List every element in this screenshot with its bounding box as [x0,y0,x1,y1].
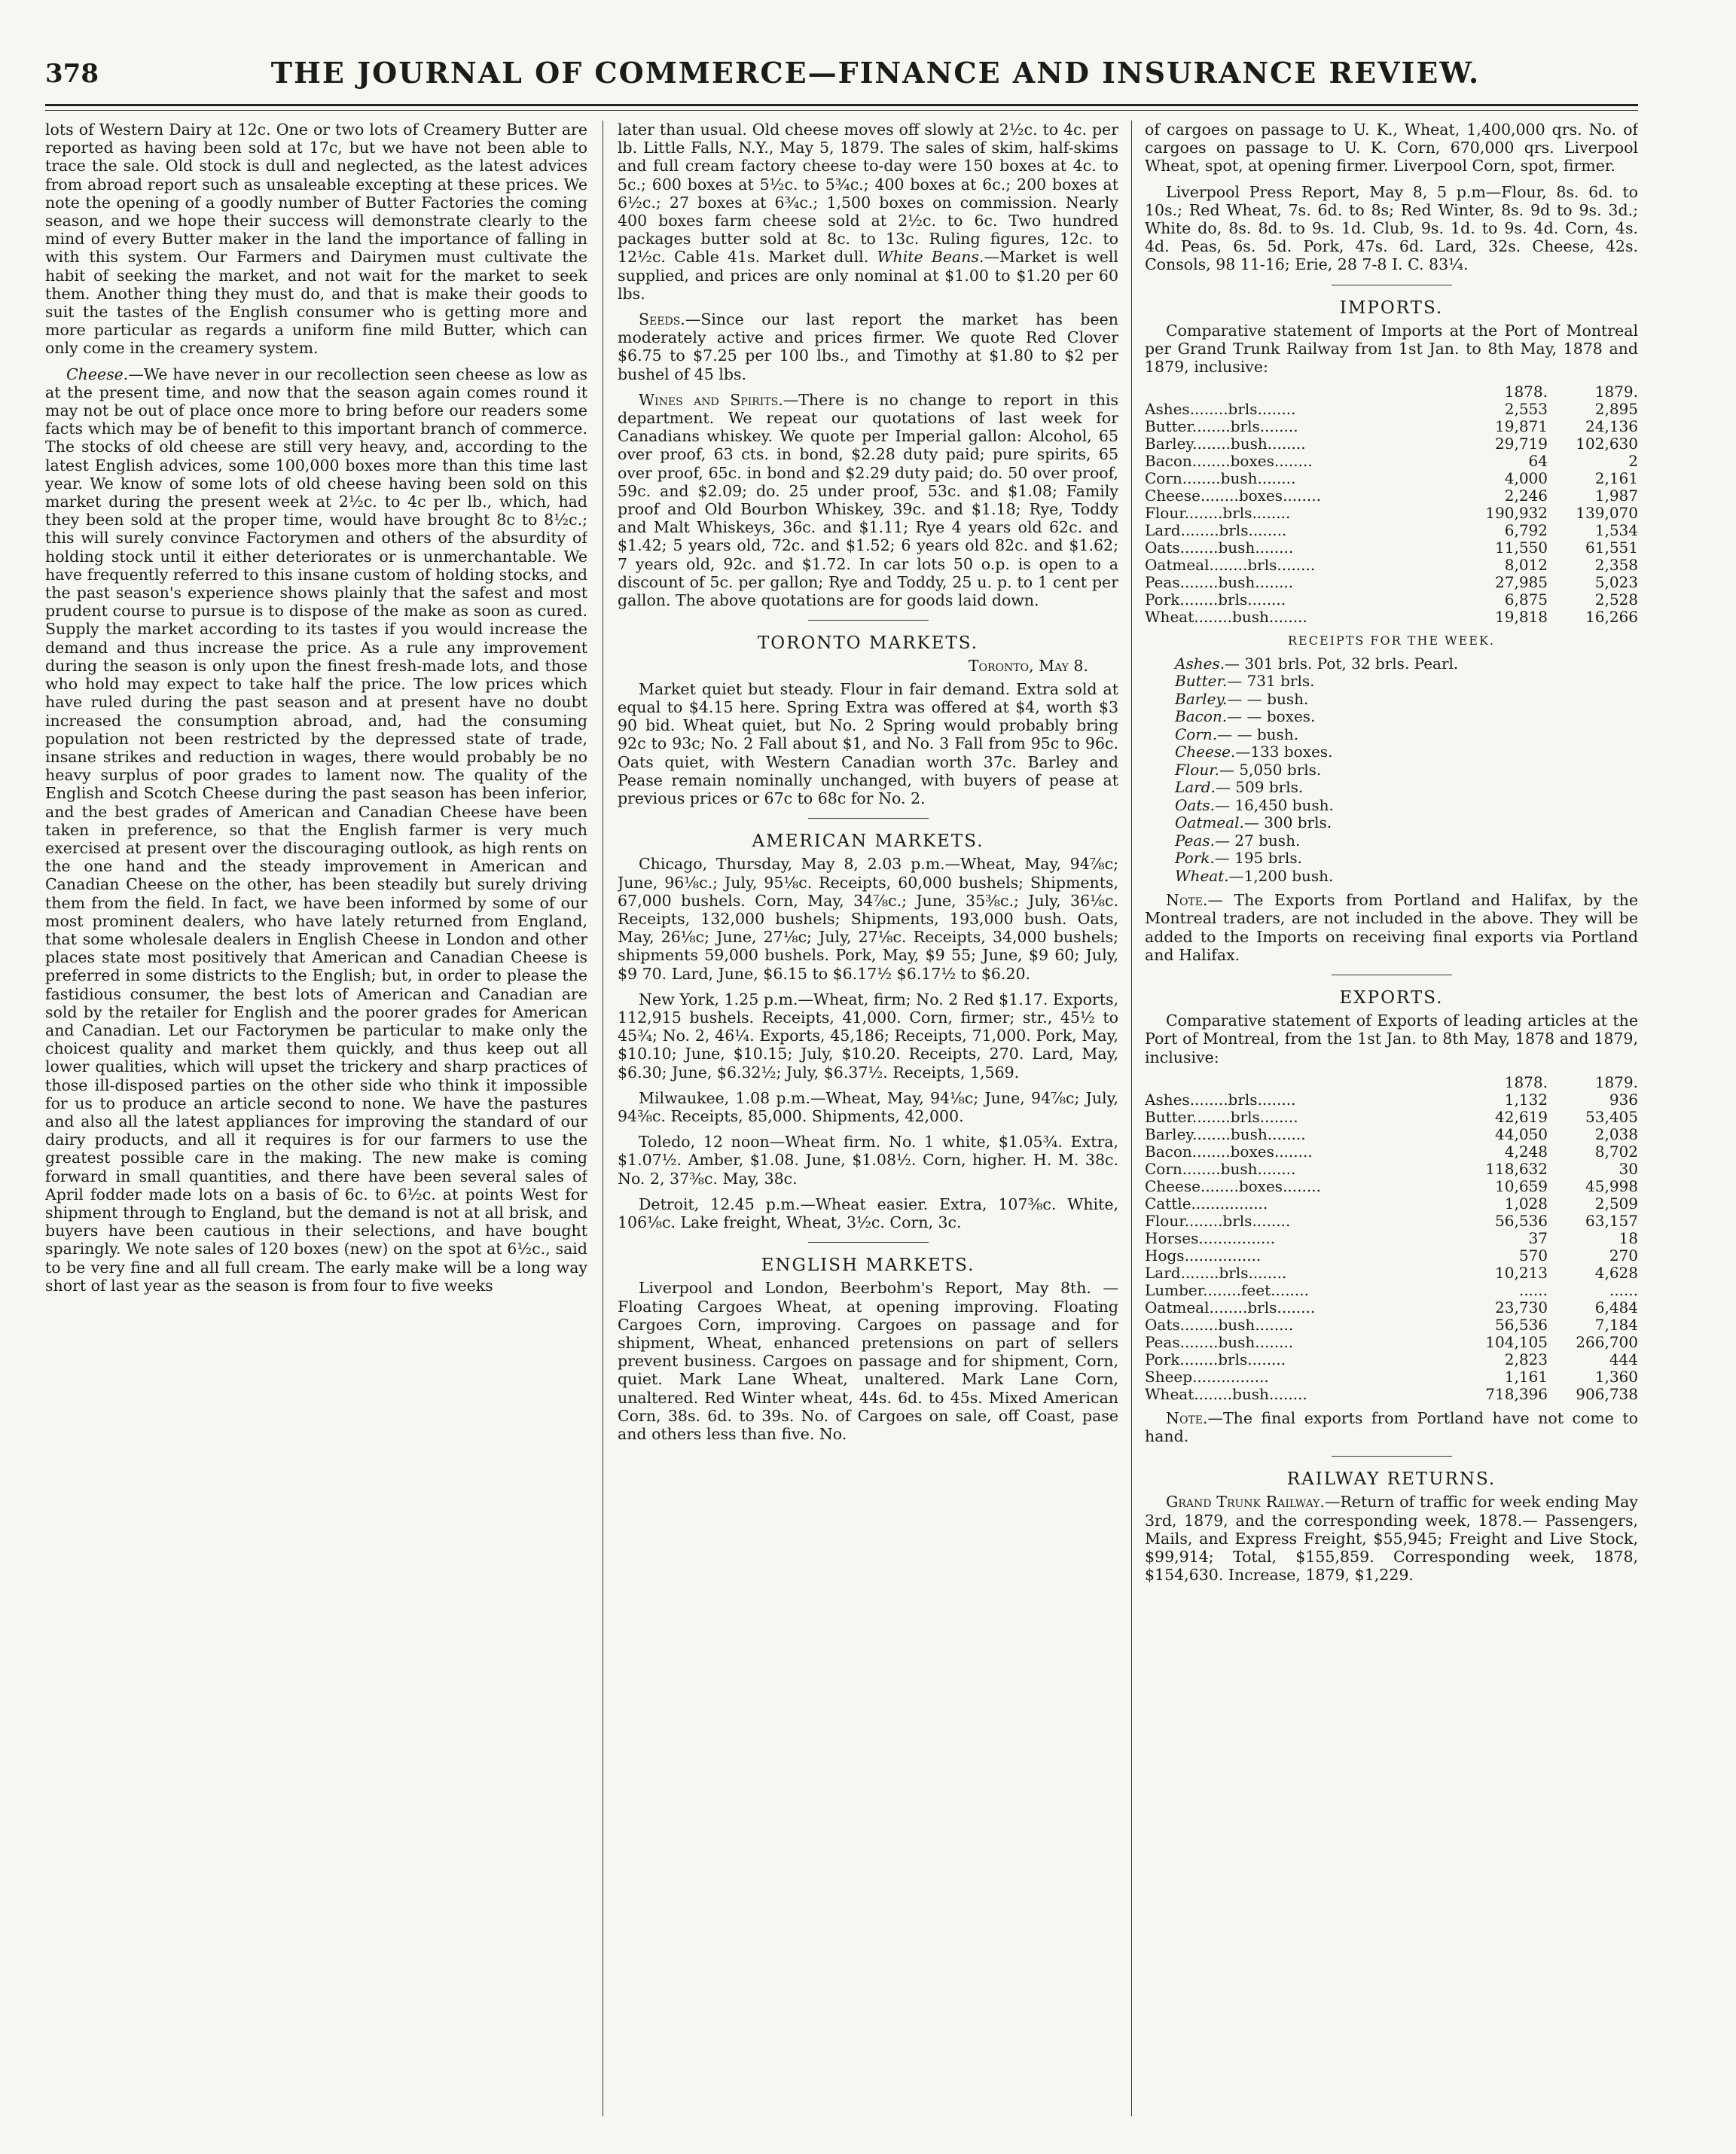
value-1879: 444 [1609,1350,1638,1368]
section-rule [1332,1456,1452,1457]
receipt-line: Wheat.—1,200 bush. [1175,866,1334,885]
wines-label: Wines and Spirits. [639,390,783,409]
header-rule-thin [45,110,1638,111]
table-row [1145,1247,1638,1265]
white-beans-text: —Market is well supplied, and prices are only nominal at $1.00 to $1.20 per 60 lbs. [618,248,1118,303]
value-1879: 2,038 [1594,1124,1638,1143]
value-1878: 10,213 [1495,1263,1548,1282]
article-cell: Barley........bush........ [1145,1124,1306,1143]
value-1879: 102,630 [1576,435,1638,453]
value-1878: ...... [1518,1280,1548,1299]
article-cell: Lard........brls........ [1145,521,1287,540]
value-1878: 2,246 [1504,487,1548,505]
journal-title: THE JOURNAL OF COMMERCE—FINANCE AND INSURANCE REVIEW. [270,56,1481,90]
article-cell: Lard........brls........ [1145,1263,1287,1282]
value-1878: 11,550 [1495,538,1548,557]
column-1 [45,121,587,2124]
receipt-line: Peas.— 27 bush. [1175,831,1301,850]
value-1878: 1,161 [1504,1367,1548,1386]
receipt-line: Flour.— 5,050 brls. [1175,760,1322,779]
value-1878: 56,536 [1495,1315,1548,1334]
imports-year-1878: 1878. [1504,383,1548,401]
seeds-label: Seeds. [639,310,685,329]
exports-year-1879: 1879. [1594,1072,1638,1091]
newspaper-page [45,45,1638,2131]
wines-text: —There is no change to report in this department. We repeat our quotations of last week for Canadians whiskey. We quote per Imperial gallon: Alcohol, 65 over proof, 63 cts. in bond, $2.28 duty paid; pure spirits, 65 over proof, 65c. in bond and $2.29 duty paid; do. 50 over proof, 59c. and $2.09; do. 25 under proof, 53c. and $1.08; Family proof and Old Bourbon Whiskey, 39c. and $1.18; Rye, Toddy and Malt Whiskeys, 36c. and $1.11; Rye 4 years old 62c. and $1.42; 5 years old, 72c. and $1.52; 6 years old 82c. and $1.62; 7 years old, 92c. and $1.72. In car lots 50 o.p. is open to a discount of 5c. per gallon; Rye and Toddy, 25 u. p. to 1 cent per gallon. The above quotations are for goods laid down. [618,390,1118,610]
value-1878: 2,823 [1504,1350,1548,1368]
table-row [1145,1386,1638,1403]
exports-heading: EXPORTS. [1339,987,1444,1008]
article-cell: Oats........bush........ [1145,1315,1294,1334]
exports-note-label: Note. [1166,1408,1208,1427]
table-row [1145,1178,1638,1195]
column-3 [1145,121,1638,2124]
value-1879: 139,070 [1576,504,1638,523]
value-1878: 37 [1528,1228,1548,1247]
receipt-line: Oats.— 16,450 bush. [1175,795,1334,814]
table-row [1145,453,1638,470]
wines-paragraph [618,391,1118,609]
value-1878: 570 [1518,1246,1548,1265]
imports-note: Note.— The Exports from Portland and Halifax, by the Montreal traders, are not included in the above. They will be added to the Imports on receiving final exports via Portland and Halifax. [1145,891,1638,964]
exports-header-row [1145,1074,1638,1091]
article-cell: Butter........brls........ [1145,1107,1298,1126]
receipt-line: Oatmeal.— 300 brls. [1175,813,1332,832]
table-row [1145,1091,1638,1109]
value-1879: 8,702 [1594,1142,1638,1161]
table-row [1145,522,1638,539]
railway-label: Grand Trunk Railway. [1166,1493,1325,1512]
value-1879: 61,551 [1585,538,1638,557]
value-1879: 2,895 [1594,400,1638,419]
english-heading: ENGLISH MARKETS. [761,1255,975,1276]
article-cell: Pork........brls........ [1145,590,1286,609]
column-divider-2 [1131,121,1132,2116]
value-1878: 4,000 [1504,469,1548,488]
english-paragraph: Liverpool and London, Beerbohm's Report, May 8th. — Floating Cargoes Wheat, at opening improving. Floating Cargoes Corn, improving. Cargoes on passage and for shipment, Wheat, enhanced pretensions on part of sellers prevent business. Cargoes on passage and for shipment, Corn, quiet. Mark Lane Wheat, unaltered. Mark Lane Corn, unaltered. Red Winter wheat, 44s. 6d. to 45s. Mixed American Corn, 38s. 6d. to 39s. No. of Cargoes on sale, off Coast, pase and others less than five. No. [618,1279,1118,1443]
value-1879: 18 [1619,1228,1638,1247]
value-1878: 8,012 [1504,556,1548,575]
receipt-line: Ashes.— 301 brls. Pot, 32 brls. Pearl. [1175,654,1459,673]
article-cell: Cattle................ [1145,1194,1268,1213]
value-1878: 718,396 [1485,1384,1548,1403]
value-1878: 1,132 [1504,1090,1548,1109]
value-1879: 6,484 [1594,1298,1638,1317]
railway-heading: RAILWAY RETURNS. [1286,1469,1496,1490]
value-1879: 270 [1609,1246,1638,1265]
article-cell: Wheat........bush........ [1145,608,1307,627]
receipt-line: Butter.— 731 brls. [1175,672,1315,691]
imports-note-label: Note. [1166,891,1208,910]
article-cell: Oatmeal........brls........ [1145,1298,1316,1317]
article-cell: Bacon........boxes........ [1145,1142,1313,1161]
article-cell: Cheese........boxes........ [1145,487,1321,505]
value-1879: 7,184 [1594,1315,1638,1334]
butter-paragraph: lots of Western Dairy at 12c. One or two lots of Creamery Butter are reported as having been sold at 17c, but we have not been able to trace the sale. Old stock is dull and neglected, as the latest advices from abroad report such as unsaleable excepting at these prices. We note the opening of a goodly number of Butter Factories the coming season, and we hope their success will demonstrate clearly to the mind of every Butter maker in the land the importance of falling in with this system. Our Farmers and Dairymen must cultivate the habit of seeking the market, and not wait for the market to seek them. Another thing they must do, and that is make their goods to suit the tastes of the English consumer who is getting more and more particular as regards a uniform fine mild Butter, which can only come in the creamery system. [45,121,587,358]
article-cell: Lumber........feet........ [1145,1280,1309,1299]
american-heading: AMERICAN MARKETS. [752,831,984,852]
table-row [1145,487,1638,505]
article-cell: Oatmeal........brls........ [1145,556,1316,575]
table-row [1145,401,1638,418]
value-1878: 56,536 [1495,1211,1548,1230]
value-1878: 6,875 [1504,590,1548,609]
receipt-line: Bacon.— — boxes. [1175,707,1316,726]
value-1878: 118,632 [1485,1159,1548,1178]
page-header [45,45,1638,98]
value-1879: 45,998 [1585,1176,1638,1195]
article-cell: Corn........bush........ [1145,1159,1296,1178]
article-cell: Peas........bush........ [1145,573,1294,592]
value-1879: 2,528 [1594,590,1638,609]
value-1878: 44,050 [1495,1124,1548,1143]
value-1879: 266,700 [1576,1332,1638,1351]
article-cell: Hogs................ [1145,1246,1262,1265]
value-1879: 1,987 [1594,487,1638,505]
exports-year-1878: 1878. [1504,1072,1548,1091]
article-cell: Wheat........bush........ [1145,1384,1307,1403]
section-rule [808,620,929,621]
article-cell: Ashes........brls........ [1145,400,1296,419]
toronto-heading: TORONTO MARKETS. [757,633,979,654]
toronto-paragraph: Market quiet but steady. Flour in fair demand. Extra sold at equal to $4.15 here. Spring Extra was offered at $4, worth $3 90 bid. Wheat quiet, but No. 2 Spring would probably bring 92c to 93c; No. 2 Fall about $1, and No. 3 Fall from 95c to 96c. Oats quiet, with Western Canadian worth 37c. Barley and Pease remain nominally unchanged, with buyers of pease at previous prices or 67c to 68c for No. 2. [618,679,1118,807]
white-beans-label: White Beans. [877,248,984,267]
value-1879: 24,136 [1585,417,1638,436]
value-1879: 2,161 [1594,469,1638,488]
exports-note: Note.—The final exports from Portland have not come to hand. [1145,1408,1638,1445]
seeds-paragraph [618,310,1118,383]
table-row [1145,1351,1638,1368]
table-row [1145,435,1638,453]
value-1878: 10,659 [1495,1176,1548,1195]
value-1879: 1,534 [1594,521,1638,540]
table-row [1145,609,1638,626]
value-1879: 1,360 [1594,1367,1638,1386]
section-rule [808,1242,929,1243]
article-cell: Bacon........boxes........ [1145,452,1313,471]
value-1878: 104,105 [1485,1332,1548,1351]
header-rule [45,104,1638,106]
imports-table [1145,383,1638,626]
liverpool-press-paragraph: Liverpool Press Report, May 8, 5 p.m—Flour, 8s. 6d. to 10s.; Red Wheat, 7s. 6d. to 8s; Red Winter, 8s. 9d to 9s. 3d.; White do, 8s. 8d. to 9s. 1d. Club, 9s. 1d. to 9s. 4d. Corn, 4s. 4d. Peas, 6s. 5d. Pork, 47s. 6d. Lard, 32s. Cheese, 42s. Consols, 98 11-16; Erie, 28 7-8 I. C. 83¼. [1145,182,1638,274]
table-row [1145,574,1638,591]
article-cell: Barley........bush........ [1145,435,1306,453]
value-1878: 29,719 [1495,435,1548,453]
value-1879: 2,509 [1594,1194,1638,1213]
page-number: 378 [45,59,99,89]
value-1878: 2,553 [1504,400,1548,419]
value-1878: 42,619 [1495,1107,1548,1126]
table-row [1145,1317,1638,1334]
table-row [1145,1282,1638,1299]
receipts-heading: RECEIPTS FOR THE WEEK. [1287,633,1496,648]
railway-paragraph: Grand Trunk Railway.—Return of traffic for week ending May 3rd, 1879, and the corresponding week, 1878.— Passengers, Mails, and Express Freight, $55,945; Freight and Live Stock, $99,914; Total, $155,859. Corresponding week, 1878, $154,630. Increase, 1879, $1,229. [1145,1493,1638,1585]
article-cell: Horses................ [1145,1228,1276,1247]
article-cell: Butter........brls........ [1145,417,1298,436]
value-1878: 19,818 [1495,608,1548,627]
value-1879: 936 [1609,1090,1638,1109]
table-row [1145,1126,1638,1143]
value-1879: 906,738 [1576,1384,1638,1403]
value-1879: 2 [1628,452,1638,471]
value-1879: 4,628 [1594,1263,1638,1282]
value-1879: 63,157 [1585,1211,1638,1230]
table-row [1145,591,1638,609]
table-row [1145,1213,1638,1230]
article-cell: Cheese........boxes........ [1145,1176,1321,1195]
cheese-label: Cheese. [66,365,129,383]
table-row [1145,1143,1638,1161]
receipt-line: Barley.— — bush. [1175,689,1309,708]
cheese-paragraph [45,365,587,1295]
article-cell: Sheep................ [1145,1367,1269,1386]
toledo-paragraph: Toledo, 12 noon—Wheat firm. No. 1 white, $1.05¾. Extra, $1.07½. Amber, $1.08. June, $1.08½. Corn, higher. H. M. 38c. No. 2, 37⅜c. May, 38c. [618,1133,1118,1188]
imports-intro: Comparative statement of Imports at the Port of Montreal per Grand Trunk Railway from 1st Jan. to 8th May, 1878 and 1879, inclusive: [1145,321,1638,377]
value-1879: 2,358 [1594,556,1638,575]
detroit-paragraph: Detroit, 12.45 p.m.—Wheat easier. Extra, 107⅜c. White, 106⅛c. Lake freight, Wheat, 3½c. Corn, 3c. [618,1194,1118,1231]
table-row [1145,505,1638,522]
table-row [1145,539,1638,557]
milwaukee-paragraph: Milwaukee, 1.08 p.m.—Wheat, May, 94⅛c; June, 94⅞c; July, 94⅜c. Receipts, 85,000. Shipments, 42,000. [618,1088,1118,1125]
table-row [1145,1368,1638,1386]
seeds-text: —Since our last report the market has been moderately active and prices firmer. We quote Red Clover $6.75 to $7.25 per 100 lbs., and Timothy at $1.80 to $2 per bushel of 45 lbs. [618,310,1118,383]
table-row [1145,470,1638,487]
value-1879: 30 [1619,1159,1638,1178]
value-1878: 64 [1528,452,1548,471]
imports-year-1879: 1879. [1594,383,1638,401]
chicago-paragraph: Chicago, Thursday, May 8, 2.03 p.m.—Wheat, May, 94⅞c; June, 96⅛c.; July, 95⅛c. Receipts, 60,000 bushels; Shipments, 67,000 bushels. Corn, May, 34⅞c.; June, 35⅜c.; July, 36⅛c. Receipts, 132,000 bushels; Shipments, 193,000 bush. Oats, May, 26⅛c; June, 27⅛c; July, 27⅛c. Receipts, 34,000 bushels; shipments 59,000 bushels. Pork, May, $9 55; June, $9 60; July, $9 70. Lard, June, $6.15 to $6.17½ $6.17½ to $6.20. [618,855,1118,983]
table-row [1145,1109,1638,1126]
table-row [1145,1195,1638,1213]
receipt-line: Corn.— — bush. [1175,725,1299,743]
receipt-line: Cheese.—133 boxes. [1175,743,1333,761]
section-rule [808,818,929,819]
receipt-line: Pork.— 195 brls. [1175,849,1303,868]
value-1878: 27,985 [1495,573,1548,592]
table-row [1145,557,1638,574]
cheese-continued: later than usual. Old cheese moves off slowly at 2½c. to 4c. per lb. Little Falls, N.Y., May 5, 1879. The sales of skim, half-skims and full cream factory cheese to-day were 150 boxes at 4c. to 5c.; 600 boxes at 5½c. to 5¾c.; 400 boxes at 6c.; 200 boxes at 6½c.; 27 boxes at 6¾c.; 1,500 boxes on commission. Nearly 400 boxes farm cheese sold at 2½c. to 6c. Two hundred packages butter sold at 8c. to 13c. Ruling figures, 12c. to 12½c. Cable 41s. Market dull. White Beans.—Market is well supplied, and prices are only nominal at $1.00 to $1.20 per 60 lbs. [618,121,1118,303]
article-cell: Ashes........brls........ [1145,1090,1296,1109]
receipts-list [1145,655,1638,886]
new-york-paragraph: New York, 1.25 p.m.—Wheat, firm; No. 2 Red $1.17. Exports, 112,915 bushels. Receipts, 41,000. Corn, firmer; str., 45½ to 45¾; No. 2, 46¼. Exports, 45,186; Receipts, 71,000. Pork, May, $10.10; June, $10.15; July, $10.20. Receipts, 270. Lard, May, $6.30; June, $6.32½; July, $6.37½. Receipts, 1,569. [618,990,1118,1082]
article-cell: Peas........bush........ [1145,1332,1294,1351]
value-1879: 53,405 [1585,1107,1638,1126]
value-1878: 1,028 [1504,1194,1548,1213]
imports-heading: IMPORTS. [1339,297,1444,318]
value-1878: 6,792 [1504,521,1548,540]
table-row [1145,1161,1638,1178]
value-1878: 190,932 [1485,504,1548,523]
imports-header-row [1145,383,1638,401]
exports-table [1145,1074,1638,1403]
column-2 [618,121,1118,2124]
article-cell: Pork........brls........ [1145,1350,1286,1368]
article-cell: Flour........brls........ [1145,1211,1291,1230]
article-cell: Corn........bush........ [1145,469,1296,488]
table-row [1145,418,1638,435]
table-row [1145,1230,1638,1247]
article-cell: Flour........brls........ [1145,504,1291,523]
value-1879: 5,023 [1594,573,1638,592]
exports-intro: Comparative statement of Exports of leading articles at the Port of Montreal, from the 1st Jan. to 8th May, 1878 and 1879, inclusive: [1145,1011,1638,1066]
table-row [1145,1265,1638,1282]
table-row [1145,1334,1638,1351]
value-1878: 4,248 [1504,1142,1548,1161]
cheese-text: —We have never in our recollection seen cheese as low as at the present time, and now that the season again comes round it may not be out of place once more to bring before our readers some facts which may be of benefit to this important branch of commerce. The stocks of old cheese are still very heavy, and, according to the latest English advices, some 100,000 boxes more than this time last year. We know of some lots of old cheese having been sold on this market during the present week at 2½c. to 4c per lb., which, had they been sold at the proper time, would have brought 8c to 8½c.; this will surely convince Factorymen and others of the absurdity of holding stock until it either deteriorates or is unmerchantable. We have frequently referred to this insane custom of holding stocks, and the past season's experience shows plainly that the safest and most prudent course to pursue is to dispose of the make as soon as cured. Supply the market according to its tastes if you would increase the demand and thus increase the price. As a rule any improvement during the season is only upon the finest fresh-made lots, and those who hold may expect to take half the price. The low prices which have ruled during the past season and at present have no doubt increased the consumption abroad, and, had the consuming population not been restricted by the depressed state of trade, insane strikes and reduction in wages, there would probably be no heavy surplus of poor grades to lament now. The quality of the English and Scotch Cheese during the past season has been inferior, and the best grades of American and Canadian Cheese have been taken in preference, so that the English farmer is very much exercised at present over the discouraging outlook, as high rents on the one hand and the steady improvement in American and Canadian Cheese on the other, has been steadily but surely driving them from the field. In fact, we have been informed by some of our most prominent dealers, who have lately returned from England, that some wholesale dealers in English Cheese in London and other places state most positively that American and Canadian Cheese is preferred in some districts to the English; but, in order to please the fastidious consumer, the best lots of American and Canadian are sold by the retailer for English and the poorer grades for American and Canadian. Let our Factorymen be particular to make only the choicest quality and market them quickly, and thus keep out all lower qualities, which will upset the trickery and sharp practices of those ill-disposed parties on the other side who think it impossible for us to produce an article second to none. We have the pastures and also all the latest appliances for improving the standard of our dairy products, and all it requires is for our farmers to use the greatest possible care in the making. The new make is coming forward in small quantities, and there have been several sales of April fodder made lots on a basis of 6c. to 6½c. at points West for shipment through to England, but the demand is not at all brisk, and buyers have been cautious in their selections, and have bought sparingly. We note sales of 120 boxes (new) on the spot at 6½c., said to be very fine and all full cream. The early make will be a long way short of last year as the season is from four to five weeks [45,365,587,1295]
article-cell: Oats........bush........ [1145,538,1294,557]
english-continued: of cargoes on passage to U. K., Wheat, 1,400,000 qrs. No. of cargoes on passage to U. K. Corn, 670,000 qrs. Liverpool Wheat, spot, at opening firmer. Liverpool Corn, spot, firmer. [1145,121,1638,175]
table-row [1145,1299,1638,1317]
receipt-line: Lard.— 509 brls. [1175,778,1304,797]
toronto-dateline: Toronto, May 8. [968,657,1088,676]
value-1878: 19,871 [1495,417,1548,436]
value-1879: ...... [1609,1280,1638,1299]
value-1878: 23,730 [1495,1298,1548,1317]
value-1879: 16,266 [1585,608,1638,627]
